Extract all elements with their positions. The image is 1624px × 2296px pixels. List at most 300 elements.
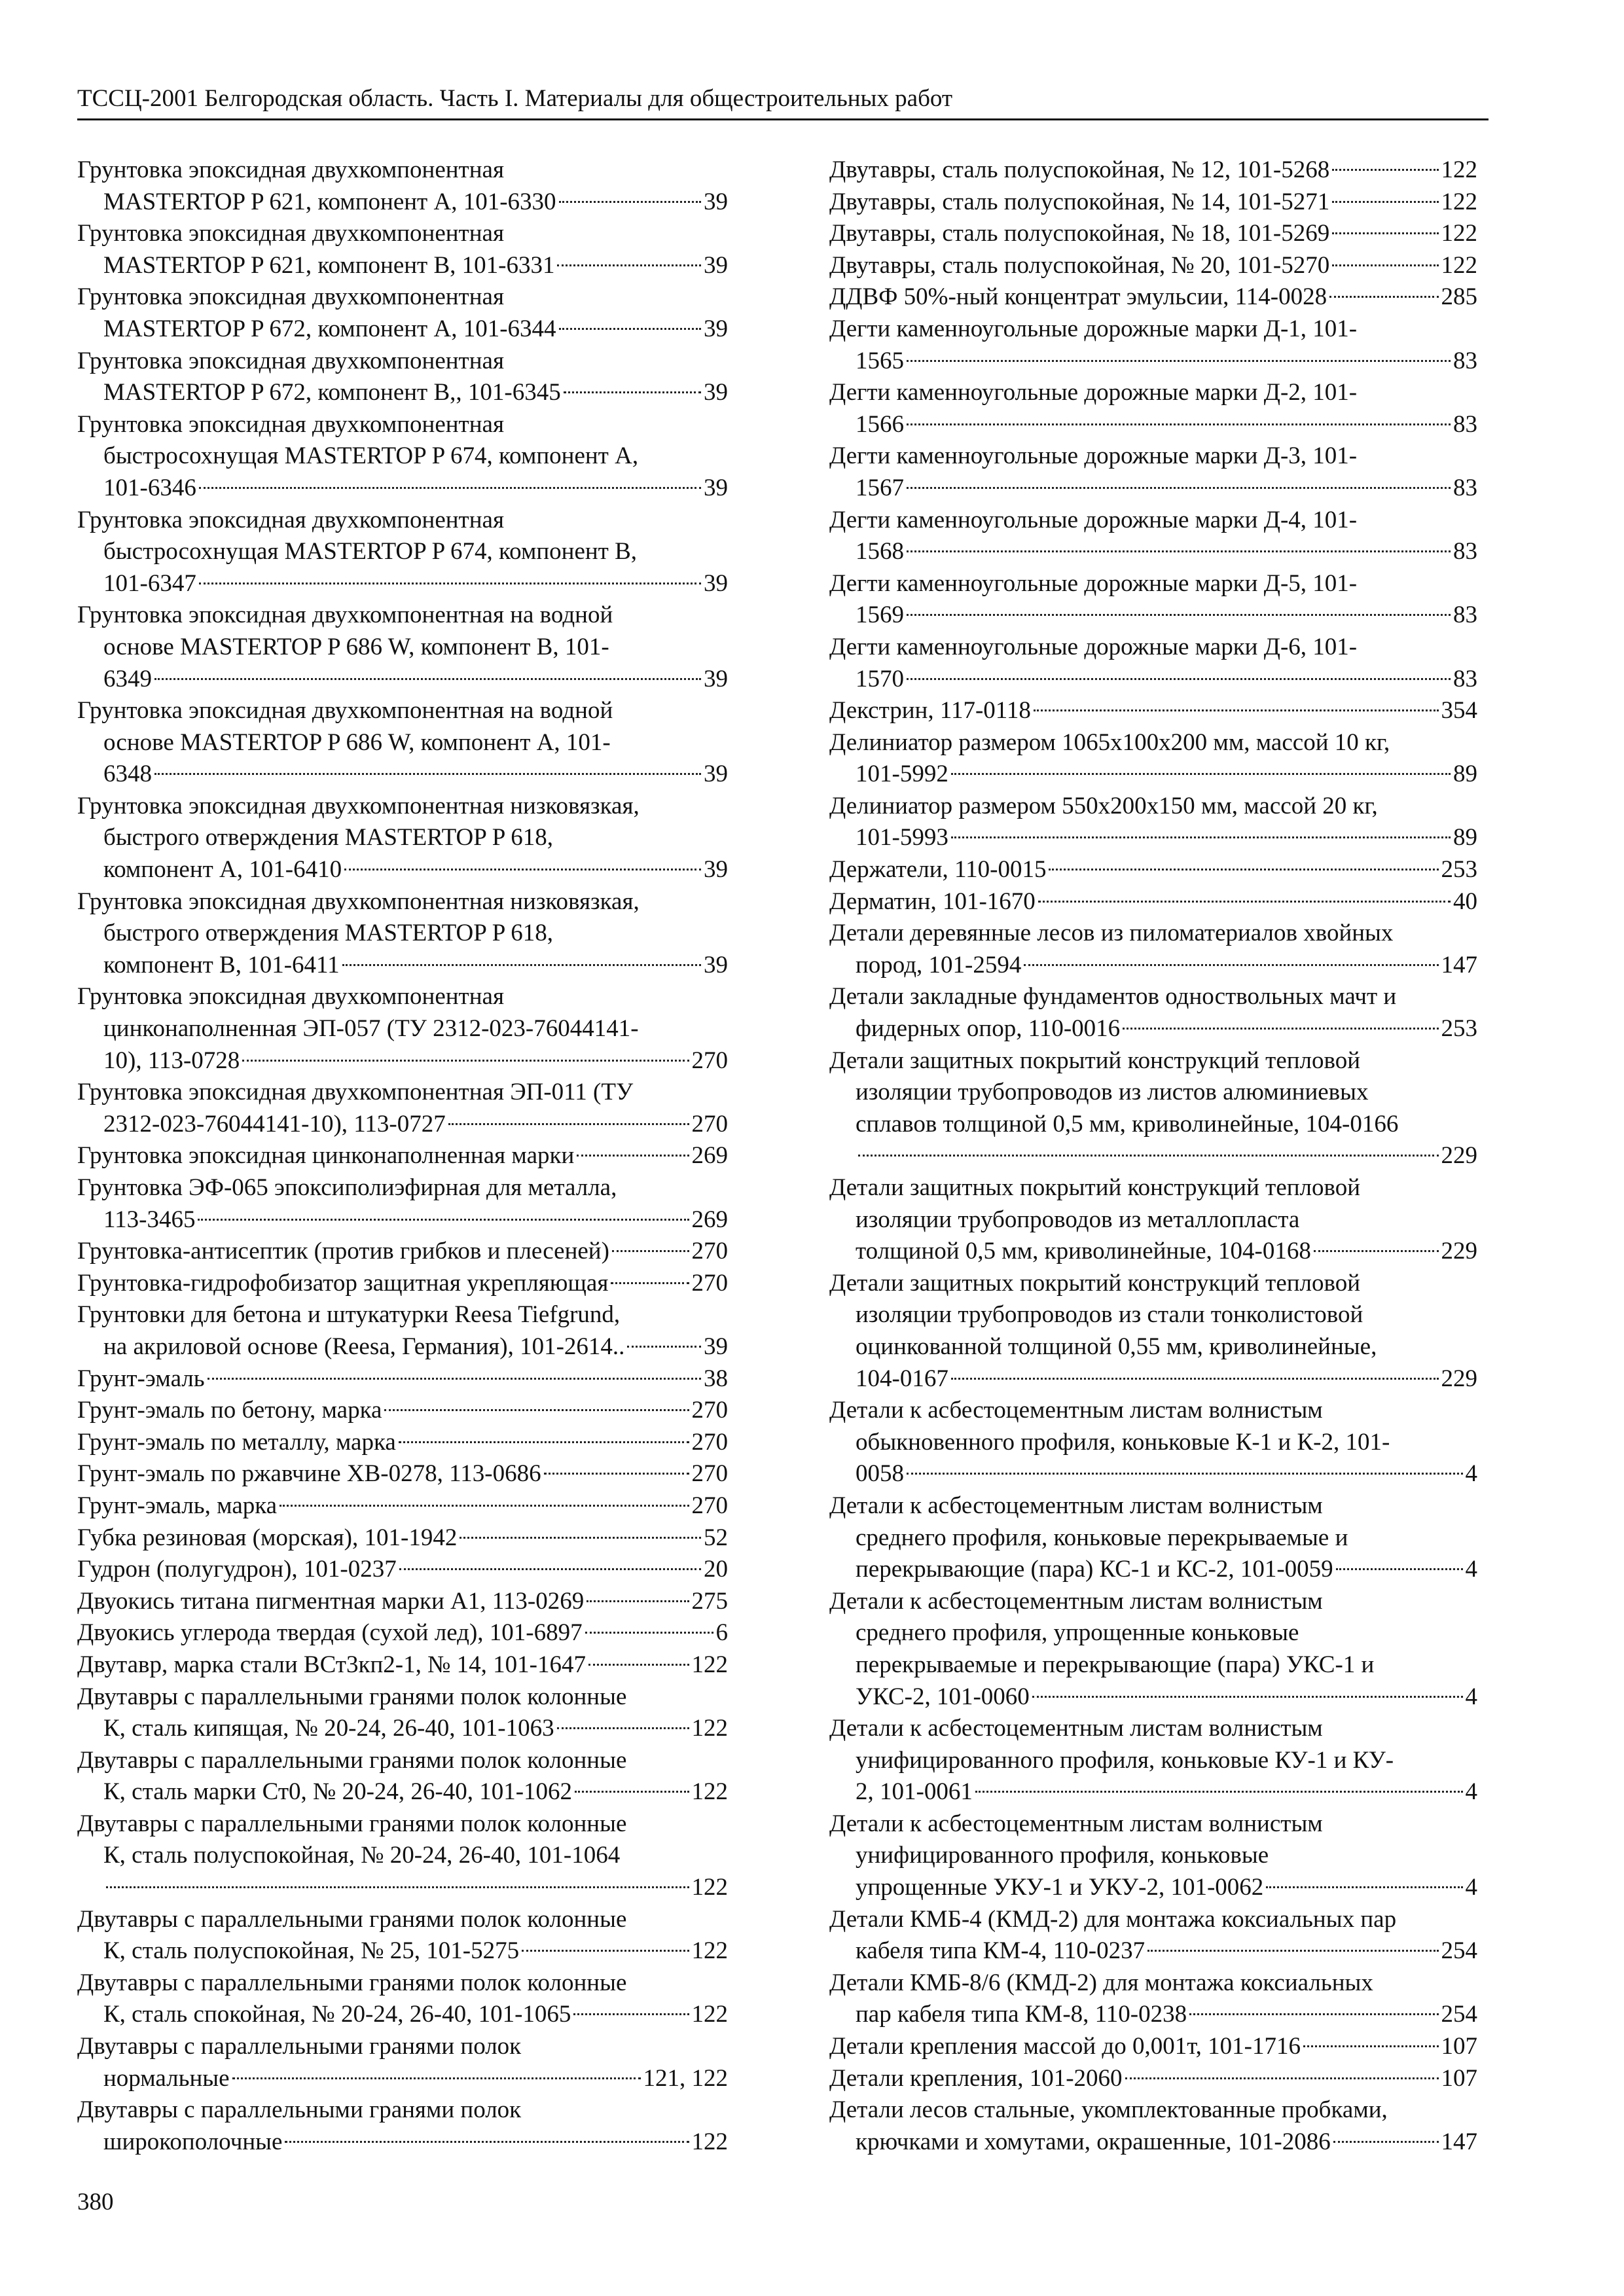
index-column-right bbox=[829, 154, 1477, 2158]
dot-leader bbox=[1123, 1028, 1438, 1030]
index-entry bbox=[829, 1045, 1477, 1172]
index-entry bbox=[77, 695, 728, 791]
index-entry bbox=[829, 568, 1477, 632]
index-entry-text: Грунтовка эпоксидная двухкомпонентная bbox=[77, 347, 504, 374]
index-entry bbox=[829, 1268, 1477, 1395]
index-entry-page: 270 bbox=[691, 1047, 728, 1074]
dot-leader bbox=[285, 2141, 689, 2143]
index-entry-last-line bbox=[77, 1331, 728, 1363]
index-entry-last-line bbox=[77, 1427, 728, 1459]
index-entry-text: 1570 bbox=[856, 665, 904, 692]
index-entry-last-line bbox=[77, 1204, 728, 1236]
index-entry-last-line bbox=[77, 1999, 728, 2031]
index-entry-text: Грунтовка эпоксидная двухкомпонентная bbox=[77, 410, 504, 438]
index-entry-last-line bbox=[77, 568, 728, 600]
index-entry-last-line bbox=[77, 2063, 728, 2095]
index-entry-text: 2312-023-76044141-10), 113-0727 bbox=[103, 1110, 446, 1138]
dot-leader bbox=[198, 1219, 689, 1221]
index-entry-text: Детали деревянные лесов из пиломатериалов хвойных bbox=[829, 920, 1394, 947]
index-entry bbox=[829, 250, 1477, 282]
index-entry bbox=[77, 600, 728, 695]
dot-leader bbox=[588, 1664, 689, 1666]
index-entry-page: 229 bbox=[1441, 1142, 1477, 1170]
index-entry-page: 52 bbox=[704, 1524, 728, 1551]
index-entry-last-line bbox=[77, 1490, 728, 1522]
dot-leader bbox=[1024, 964, 1438, 966]
dot-leader bbox=[1333, 2141, 1439, 2143]
index-entry-text: 1568 bbox=[856, 538, 904, 565]
index-entry bbox=[829, 695, 1477, 727]
index-entry-last-line bbox=[77, 1935, 728, 1967]
index-entry-text: 1569 bbox=[856, 601, 904, 629]
index-entry-last-line bbox=[77, 1236, 728, 1268]
index-entry-text: 104-0167 bbox=[856, 1365, 948, 1392]
dot-leader bbox=[975, 1791, 1463, 1793]
index-entry bbox=[77, 1745, 728, 1808]
index-entry bbox=[829, 1395, 1477, 1490]
index-entry-page: 229 bbox=[1441, 1238, 1477, 1265]
index-entry bbox=[77, 886, 728, 982]
index-entry-text: Двутавры с параллельными гранями полок колонные bbox=[77, 1969, 627, 1996]
dot-leader bbox=[557, 1727, 689, 1729]
dot-leader bbox=[1332, 169, 1438, 171]
index-entry-text: Держатели, 110-0015 bbox=[829, 856, 1047, 884]
dot-leader bbox=[154, 773, 701, 775]
index-entry-page: 39 bbox=[704, 761, 728, 788]
index-entry-last-line bbox=[77, 1522, 728, 1554]
index-entry bbox=[77, 1299, 728, 1363]
dot-leader bbox=[199, 583, 701, 584]
index-entry-text: УКС-2, 101-0060 bbox=[856, 1683, 1030, 1710]
index-entry bbox=[77, 1172, 728, 1236]
index-entry bbox=[77, 2031, 728, 2094]
index-entry-last-line bbox=[829, 281, 1477, 314]
index-entry-page: 39 bbox=[704, 379, 728, 406]
index-entry-page: 39 bbox=[704, 251, 728, 279]
dot-leader bbox=[858, 1155, 1439, 1157]
index-entry-last-line bbox=[77, 1395, 728, 1427]
dot-leader bbox=[1266, 1886, 1462, 1888]
index-entry-page: 122 bbox=[691, 1715, 728, 1742]
dot-leader bbox=[1125, 2077, 1439, 2079]
index-entry-last-line bbox=[829, 1999, 1477, 2031]
index-entry-page: 107 bbox=[1441, 2064, 1477, 2092]
dot-leader bbox=[573, 2013, 689, 2015]
index-entry-text: Делиниатор размером 1065х100х200 мм, массой 10 кг, bbox=[829, 728, 1390, 756]
index-entry-last-line bbox=[829, 664, 1477, 696]
index-entry-last-line bbox=[829, 2031, 1477, 2063]
index-entry-page: 254 bbox=[1441, 1937, 1477, 1965]
index-entry-text: Грунт-эмаль bbox=[77, 1365, 205, 1392]
dot-leader bbox=[907, 360, 1451, 362]
dot-leader bbox=[559, 328, 701, 330]
index-entry bbox=[829, 187, 1477, 219]
index-entry bbox=[77, 281, 728, 345]
index-entry-text: цинконаполненная ЭП-057 (ТУ 2312-023-76044141- bbox=[103, 1015, 639, 1043]
index-entry-text: 1566 bbox=[856, 410, 904, 438]
index-entry bbox=[829, 440, 1477, 504]
index-entry-last-line bbox=[77, 377, 728, 409]
index-entry-text: изоляции трубопроводов из листов алюминиевых bbox=[856, 1079, 1369, 1106]
dot-leader bbox=[342, 964, 701, 966]
index-entry bbox=[77, 1967, 728, 2031]
index-entry-text: Грунт-эмаль по металлу, марка bbox=[77, 1428, 396, 1456]
dot-leader bbox=[577, 1155, 689, 1157]
index-entry bbox=[77, 1808, 728, 1904]
index-entry-last-line bbox=[77, 1109, 728, 1141]
index-column-left bbox=[77, 154, 728, 2158]
index-entry-text: Грунтовка эпоксидная двухкомпонентная низковязкая, bbox=[77, 888, 640, 915]
index-entry-text: Грунтовка эпоксидная двухкомпонентная на водной bbox=[77, 697, 613, 725]
dot-leader bbox=[1147, 1950, 1438, 1952]
index-entry-last-line bbox=[829, 2063, 1477, 2095]
index-entry-last-line bbox=[829, 600, 1477, 632]
index-entry-page: 107 bbox=[1441, 2033, 1477, 2060]
index-entry-page: 39 bbox=[704, 188, 728, 215]
index-entry-last-line bbox=[77, 1458, 728, 1490]
index-entry-text: Дегти каменноугольные дорожные марки Д-6, 101- bbox=[829, 633, 1358, 660]
index-entry bbox=[829, 727, 1477, 791]
index-entry-last-line bbox=[77, 1268, 728, 1300]
dot-leader bbox=[384, 1409, 689, 1411]
index-entry-last-line bbox=[829, 1681, 1477, 1713]
index-entry-text: К, сталь полуспокойная, № 20-24, 26-40, 101-1064 bbox=[103, 1842, 621, 1869]
index-entry-text: Детали крепления, 101-2060 bbox=[829, 2064, 1123, 2092]
index-entry-text: Грунтовка эпоксидная цинконаполненная марки bbox=[77, 1142, 575, 1170]
index-entry-text: быстросохнущая MASTERTOP P 674, компонент А, bbox=[103, 442, 639, 470]
dot-leader bbox=[1032, 1696, 1463, 1698]
index-entry bbox=[77, 1140, 728, 1172]
running-header: ТССЦ-2001 Белгородская область. Часть I. Материалы для общестроительных работ bbox=[77, 85, 953, 112]
index-entry-text: Грунтовка-гидрофобизатор защитная укрепляющая bbox=[77, 1269, 609, 1297]
index-entry-text: Детали к асбестоцементным листам волнистым bbox=[829, 1492, 1323, 1519]
index-entry-text: фидерных опор, 110-0016 bbox=[856, 1015, 1121, 1043]
dot-leader bbox=[544, 1473, 689, 1475]
index-entry bbox=[77, 505, 728, 600]
index-entry bbox=[77, 1395, 728, 1427]
index-entry-page: 269 bbox=[691, 1206, 728, 1233]
index-entry-last-line bbox=[829, 1872, 1477, 1904]
index-entry-text: 101-6346 bbox=[103, 474, 196, 501]
index-entry-page: 122 bbox=[691, 1651, 728, 1678]
index-entry-page: 270 bbox=[691, 1110, 728, 1138]
index-entry bbox=[829, 218, 1477, 250]
index-entry-text: MASTERTOP P 621, компонент В, 101-6331 bbox=[103, 251, 555, 279]
index-entry-page: 39 bbox=[704, 569, 728, 597]
index-entry-text: 0058 bbox=[856, 1460, 904, 1488]
index-entry-text: Грунтовка-антисептик (против грибков и плесеней) bbox=[77, 1238, 609, 1265]
dot-leader bbox=[612, 1250, 689, 1252]
index-entry bbox=[829, 505, 1477, 568]
dot-leader bbox=[1332, 201, 1438, 203]
index-entry-text: Грунт-эмаль, марка bbox=[77, 1492, 278, 1519]
dot-leader bbox=[399, 1441, 689, 1443]
index-entry-text: Детали к асбестоцементным листам волнистым bbox=[829, 1715, 1323, 1742]
index-entry-text: Грунтовка эпоксидная двухкомпонентная bbox=[77, 283, 504, 311]
index-entry-text: толщиной 0,5 мм, криволинейные, 104-0168 bbox=[856, 1238, 1311, 1265]
index-entry-text: Двутавры с параллельными гранями полок колонные bbox=[77, 1683, 627, 1710]
index-entry-last-line bbox=[829, 854, 1477, 886]
dot-leader bbox=[951, 1378, 1439, 1380]
index-entry bbox=[77, 981, 728, 1077]
index-entry-last-line bbox=[829, 1554, 1477, 1586]
index-entry-last-line bbox=[829, 1458, 1477, 1490]
dot-leader bbox=[1314, 1250, 1439, 1252]
index-entry bbox=[77, 1077, 728, 1140]
index-entry-text: Детали крепления массой до 0,001т, 101-1716 bbox=[829, 2033, 1301, 2060]
index-entry-text: Грунтовка эпоксидная двухкомпонентная bbox=[77, 983, 504, 1011]
index-entry-text: сплавов толщиной 0,5 мм, криволинейные, 104-0166 bbox=[856, 1110, 1399, 1138]
index-entry-page: 121, 122 bbox=[643, 2064, 728, 2092]
index-entry-last-line bbox=[829, 346, 1477, 378]
index-entry-text: 101-6347 bbox=[103, 569, 196, 597]
index-entry-text: перекрывающие (пара) КС-1 и КС-2, 101-0059 bbox=[856, 1556, 1333, 1583]
index-entry bbox=[77, 218, 728, 281]
index-entry-page: 122 bbox=[691, 2001, 728, 2028]
dot-leader bbox=[907, 614, 1451, 616]
dot-leader bbox=[399, 1568, 701, 1570]
page-number: 380 bbox=[77, 2189, 114, 2215]
index-entry-text: компонент А, 101-6410 bbox=[103, 856, 342, 884]
index-entry bbox=[77, 1427, 728, 1459]
index-entry bbox=[829, 1713, 1477, 1808]
dot-leader bbox=[208, 1378, 701, 1380]
index-entry bbox=[829, 154, 1477, 187]
dot-leader bbox=[951, 773, 1451, 775]
index-entry bbox=[829, 1172, 1477, 1268]
index-entry bbox=[77, 2094, 728, 2158]
index-entry bbox=[829, 281, 1477, 314]
index-entry-text: на акриловой основе (Reesa, Германия), 101-2614.. bbox=[103, 1333, 625, 1360]
index-entry-last-line bbox=[829, 759, 1477, 791]
index-entry-page: 39 bbox=[704, 856, 728, 884]
index-entry-last-line bbox=[77, 250, 728, 282]
index-entry-text: обыкновенного профиля, коньковые К-1 и К-2, 101- bbox=[856, 1428, 1390, 1456]
index-entry bbox=[829, 1490, 1477, 1586]
index-entry bbox=[77, 1617, 728, 1649]
index-entry-page: 354 bbox=[1441, 697, 1477, 725]
index-entry-text: Грунтовка эпоксидная двухкомпонентная bbox=[77, 506, 504, 533]
index-entry-text: Дегти каменноугольные дорожные марки Д-3, 101- bbox=[829, 442, 1358, 470]
index-entry-text: Дегти каменноугольные дорожные марки Д-4, 101- bbox=[829, 506, 1358, 533]
index-entry-text: 1565 bbox=[856, 347, 904, 374]
index-entry-text: Грунт-эмаль по ржавчине ХВ-0278, 113-0686 bbox=[77, 1460, 541, 1488]
dot-leader bbox=[1303, 2045, 1439, 2047]
index-entry-text: 1567 bbox=[856, 474, 904, 501]
index-entry-last-line bbox=[829, 1776, 1477, 1808]
dot-leader bbox=[1332, 264, 1438, 266]
index-entry-page: 122 bbox=[691, 1778, 728, 1806]
index-entry-text: Детали закладные фундаментов одноствольных мачт и bbox=[829, 983, 1397, 1011]
dot-leader bbox=[154, 678, 701, 680]
dot-leader bbox=[522, 1950, 689, 1952]
index-entry bbox=[77, 1904, 728, 1967]
index-entry-page: 39 bbox=[704, 951, 728, 978]
index-entry-text: MASTERTOP P 672, компонент А, 101-6344 bbox=[103, 315, 556, 342]
index-entry-last-line bbox=[829, 187, 1477, 219]
index-entry-text: Делиниатор размером 550х200х150 мм, массой 20 кг, bbox=[829, 792, 1378, 819]
index-entry-text: Детали КМБ-8/6 (КМД-2) для монтажа коксиальных bbox=[829, 1969, 1373, 1996]
index-entry-last-line bbox=[829, 409, 1477, 441]
index-entry bbox=[77, 1554, 728, 1586]
dot-leader bbox=[564, 391, 701, 393]
index-entry-text: пород, 101-2594 bbox=[856, 951, 1022, 978]
index-entry-text: Грунтовки для бетона и штукатурки Reesa Tiefgrund, bbox=[77, 1301, 621, 1329]
index-entry-page: 4 bbox=[1465, 1460, 1477, 1488]
index-entry-text: 2, 101-0061 bbox=[856, 1778, 973, 1806]
index-entry-last-line bbox=[77, 1363, 728, 1395]
dot-leader bbox=[199, 487, 701, 489]
index-entry-page: 122 bbox=[1441, 188, 1477, 215]
index-entry-page: 89 bbox=[1453, 761, 1477, 788]
index-entry-text: 6348 bbox=[103, 761, 152, 788]
index-entry-page: 39 bbox=[704, 1333, 728, 1360]
index-entry bbox=[77, 1458, 728, 1490]
index-entry-page: 270 bbox=[691, 1460, 728, 1488]
index-entry-text: Грунтовка эпоксидная двухкомпонентная bbox=[77, 220, 504, 247]
index-entry-page: 39 bbox=[704, 315, 728, 342]
dot-leader bbox=[559, 201, 701, 203]
index-entry-text: среднего профиля, коньковые перекрываемые и bbox=[856, 1524, 1348, 1551]
index-entry-page: 229 bbox=[1441, 1365, 1477, 1392]
index-entry-last-line bbox=[829, 1363, 1477, 1395]
index-entry-text: Дегти каменноугольные дорожные марки Д-2, 101- bbox=[829, 379, 1358, 406]
index-entry bbox=[77, 1586, 728, 1618]
index-entry-text: унифицированного профиля, коньковые КУ-1 и КУ- bbox=[856, 1746, 1394, 1774]
index-entry-text: крючками и хомутами, окрашенные, 101-2086 bbox=[856, 2128, 1331, 2155]
index-entry-text: среднего профиля, упрощенные коньковые bbox=[856, 1619, 1299, 1647]
index-entry-text: Дегти каменноугольные дорожные марки Д-5, 101- bbox=[829, 569, 1358, 597]
index-entry-last-line bbox=[77, 950, 728, 982]
index-entry bbox=[829, 854, 1477, 886]
index-entry-text: Грунтовка эпоксидная двухкомпонентная ЭП-011 (ТУ bbox=[77, 1079, 634, 1106]
index-entry-last-line bbox=[829, 1013, 1477, 1045]
index-entry-text: Двутавры с параллельными гранями полок колонные bbox=[77, 1810, 627, 1837]
header-rule bbox=[77, 118, 1489, 120]
index-entry-page: 20 bbox=[704, 1556, 728, 1583]
index-entry-page: 122 bbox=[691, 2128, 728, 2155]
index-entry-page: 270 bbox=[691, 1397, 728, 1424]
index-entry-text: унифицированного профиля, коньковые bbox=[856, 1842, 1269, 1869]
dot-leader bbox=[627, 1346, 701, 1348]
index-entry-page: 253 bbox=[1441, 856, 1477, 884]
index-entry-last-line bbox=[829, 1236, 1477, 1268]
index-entry bbox=[829, 981, 1477, 1045]
index-entry-last-line bbox=[829, 950, 1477, 982]
index-entry-last-line bbox=[77, 759, 728, 791]
index-entry-text: изоляции трубопроводов из стали тонколистовой bbox=[856, 1301, 1363, 1329]
index-entry bbox=[829, 791, 1477, 854]
index-entry-text: упрощенные УКУ-1 и УКУ-2, 101-0062 bbox=[856, 1874, 1264, 1901]
index-entry-text: Двутавры, сталь полуспокойная, № 18, 101-5269 bbox=[829, 220, 1330, 247]
dot-leader bbox=[1038, 901, 1451, 903]
dot-leader bbox=[907, 678, 1451, 680]
index-entry-page: 270 bbox=[691, 1428, 728, 1456]
index-entry-last-line bbox=[829, 1935, 1477, 1967]
dot-leader bbox=[585, 1632, 713, 1634]
index-entry-text: Двутавры, сталь полуспокойная, № 14, 101-5271 bbox=[829, 188, 1330, 215]
index-entry-last-line bbox=[829, 218, 1477, 250]
index-entry-last-line bbox=[77, 664, 728, 696]
index-entry-last-line bbox=[77, 1045, 728, 1077]
index-entry-text: Двутавры с параллельными гранями полок bbox=[77, 2096, 522, 2124]
index-entry-text: Декстрин, 117-0118 bbox=[829, 697, 1031, 725]
index-entry-text: Двутавры с параллельными гранями полок колонные bbox=[77, 1905, 627, 1933]
index-entry-text: нормальные bbox=[103, 2064, 230, 2092]
index-entry-page: 270 bbox=[691, 1492, 728, 1519]
index-entry-text: быстрого отверждения MASTERTOP P 618, bbox=[103, 824, 553, 852]
index-entry-last-line bbox=[77, 1554, 728, 1586]
index-entry-page: 269 bbox=[691, 1142, 728, 1170]
index-entry-text: Дерматин, 101-1670 bbox=[829, 888, 1036, 915]
index-entry-page: 83 bbox=[1453, 347, 1477, 374]
index-entry-last-line bbox=[77, 2126, 728, 2159]
index-entry-last-line bbox=[829, 536, 1477, 568]
index-entry-page: 147 bbox=[1441, 2128, 1477, 2155]
index-entry-page: 122 bbox=[691, 1937, 728, 1965]
index-entry bbox=[77, 154, 728, 218]
index-entry-last-line bbox=[829, 1140, 1477, 1172]
index-entry-text: Дегти каменноугольные дорожные марки Д-1, 101- bbox=[829, 315, 1358, 342]
index-entry-last-line bbox=[829, 886, 1477, 918]
dot-leader bbox=[1049, 869, 1438, 870]
index-entry-text: Двутавры с параллельными гранями полок bbox=[77, 2033, 522, 2060]
index-entry bbox=[829, 918, 1477, 981]
index-entry-last-line bbox=[77, 187, 728, 219]
index-entry-text: Двуокись титана пигментная марки А1, 113-0269 bbox=[77, 1587, 585, 1615]
dot-leader bbox=[1189, 2013, 1438, 2015]
index-entry bbox=[829, 1586, 1477, 1713]
index-entry-text: Грунтовка эпоксидная двухкомпонентная bbox=[77, 156, 504, 183]
index-entry-text: быстрого отверждения MASTERTOP P 618, bbox=[103, 920, 553, 947]
index-entry-text: К, сталь полуспокойная, № 25, 101-5275 bbox=[103, 1937, 520, 1965]
index-entry-text: основе MASTERTOP P 686 W, компонент А, 101- bbox=[103, 728, 611, 756]
dot-leader bbox=[907, 550, 1451, 552]
index-entry-text: изоляции трубопроводов из металлопласта bbox=[856, 1206, 1300, 1233]
index-entry-page: 83 bbox=[1453, 410, 1477, 438]
dot-leader bbox=[557, 264, 701, 266]
index-entry-last-line bbox=[829, 695, 1477, 727]
index-entry-page: 39 bbox=[704, 474, 728, 501]
index-entry-text: широкополочные bbox=[103, 2128, 283, 2155]
index-entry-text: 113-3465 bbox=[103, 1206, 196, 1233]
dot-leader bbox=[280, 1505, 689, 1507]
index-entry bbox=[829, 314, 1477, 377]
index-entry bbox=[77, 1522, 728, 1554]
dot-leader bbox=[460, 1537, 701, 1539]
index-entry-text: Грунтовка ЭФ-065 эпоксиполиэфирная для металла, bbox=[77, 1174, 617, 1201]
index-entry bbox=[829, 377, 1477, 440]
index-entry bbox=[829, 1967, 1477, 2031]
index-entry-page: 4 bbox=[1465, 1778, 1477, 1806]
index-entry bbox=[77, 1649, 728, 1681]
dot-leader bbox=[907, 487, 1451, 489]
index-entry bbox=[829, 2031, 1477, 2063]
dot-leader bbox=[344, 869, 701, 870]
index-entry bbox=[77, 1681, 728, 1745]
index-entry-last-line bbox=[77, 1140, 728, 1172]
index-entry-last-line bbox=[829, 154, 1477, 187]
index-entry-text: Двутавры с параллельными гранями полок колонные bbox=[77, 1746, 627, 1774]
index-entry-text: К, сталь марки Ст0, № 20-24, 26-40, 101-1062 bbox=[103, 1778, 573, 1806]
index-entry-page: 122 bbox=[1441, 251, 1477, 279]
index-entry-text: Детали защитных покрытий конструкций тепловой bbox=[829, 1269, 1361, 1297]
index-entry-text: ДДВФ 50%-ный концентрат эмульсии, 114-0028 bbox=[829, 283, 1327, 311]
index-entry-page: 254 bbox=[1441, 2001, 1477, 2028]
index-entry-text: 10), 113-0728 bbox=[103, 1047, 240, 1074]
index-entry-text: К, сталь спокойная, № 20-24, 26-40, 101-1065 bbox=[103, 2001, 571, 2028]
index-entry-text: пар кабеля типа КМ-8, 110-0238 bbox=[856, 2001, 1187, 2028]
